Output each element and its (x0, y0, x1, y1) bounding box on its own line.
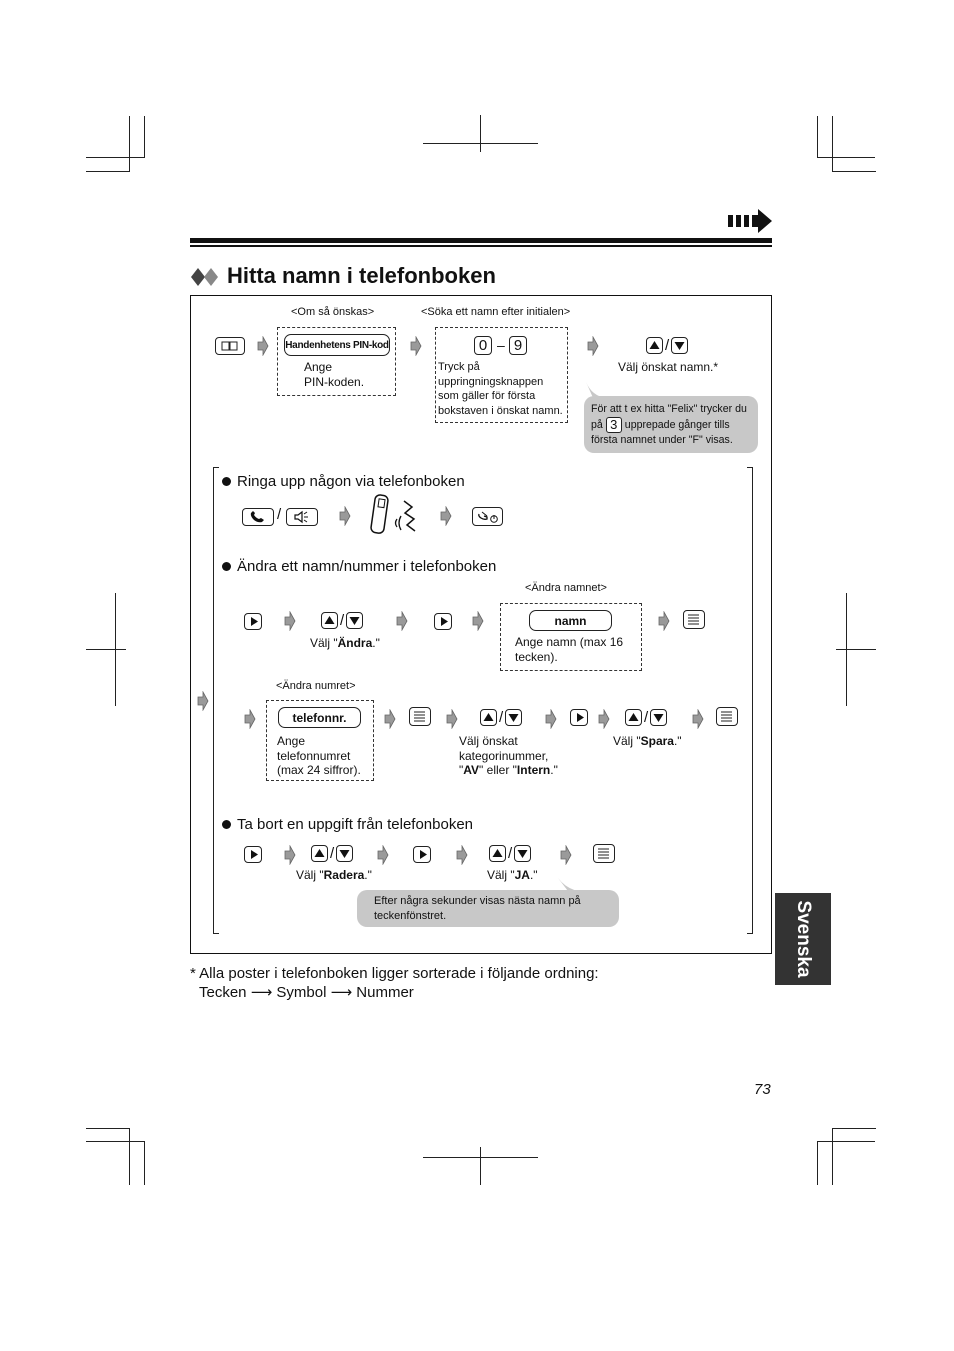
menu-key[interactable] (593, 844, 615, 863)
talk-key[interactable] (242, 508, 274, 526)
select-yes-text: Välj "JA." (487, 868, 538, 882)
navigator-up-down[interactable]: / (489, 845, 531, 862)
speaker-icon (292, 510, 312, 524)
phone-number-key[interactable]: telefonnr. (278, 707, 361, 728)
navigator-up-down[interactable]: / (625, 709, 667, 726)
flow-arrow-icon (339, 506, 351, 526)
off-key[interactable] (472, 507, 503, 526)
up-key[interactable] (646, 337, 663, 354)
right-key[interactable] (244, 613, 262, 630)
right-key[interactable] (413, 846, 431, 863)
section-call-heading: Ringa upp någon via telefonboken (222, 473, 465, 490)
search-initial-label: <Söka ett namn efter initialen> (421, 306, 571, 318)
up-icon (489, 845, 506, 862)
down-icon (336, 845, 353, 862)
navigator-up-down[interactable]: / (311, 845, 353, 862)
select-edit-text: Välj "Ändra." (310, 636, 380, 650)
flow-arrow-icon (587, 336, 599, 356)
range-dash: – (497, 337, 505, 353)
language-tab: Svenska (775, 893, 831, 985)
up-icon (646, 337, 663, 354)
right-key[interactable] (434, 613, 452, 630)
header-rule (190, 238, 772, 243)
phone-text: Ange telefonnumret (max 24 siffror). (277, 734, 361, 777)
off-power-icon (476, 510, 500, 524)
navigator-up-down[interactable]: / (646, 337, 688, 354)
flow-arrow-icon (396, 611, 408, 631)
up-key[interactable] (311, 845, 328, 862)
menu-icon (410, 708, 429, 724)
up-key[interactable] (625, 709, 642, 726)
flow-arrow-icon (257, 336, 269, 356)
down-key[interactable] (336, 845, 353, 862)
down-icon (346, 612, 363, 629)
right-icon (245, 846, 262, 863)
flow-arrow-icon (284, 845, 296, 865)
right-icon (571, 709, 588, 726)
continue-arrow-icon (728, 208, 774, 234)
hint-bubble-bottom: Efter några sekunder visas nästa namn på teckenfönstret. (357, 890, 619, 927)
flow-arrow-icon (560, 845, 572, 865)
pin-code-key[interactable]: Handenhetens PIN-kod (284, 334, 390, 356)
right-icon (245, 613, 262, 630)
up-key[interactable] (321, 612, 338, 629)
menu-key[interactable] (409, 707, 431, 726)
flow-arrow-icon (472, 611, 484, 631)
navigator-up-down[interactable]: / (321, 612, 363, 629)
up-key[interactable] (489, 845, 506, 862)
right-icon (414, 846, 431, 863)
down-key[interactable] (514, 845, 531, 862)
select-save-text: Välj "Spara." (613, 734, 682, 748)
slash-text: / (277, 506, 282, 523)
edit-number-label: <Ändra numret> (276, 680, 356, 692)
flow-arrow-icon (446, 709, 458, 729)
header-rule-thin (190, 245, 772, 247)
select-name-text: Välj önskat namn.* (618, 360, 719, 374)
up-icon (311, 845, 328, 862)
handset-talking-icon (370, 493, 420, 535)
flow-arrow-icon (377, 845, 389, 865)
flow-arrow-icon (197, 691, 209, 711)
down-icon (514, 845, 531, 862)
down-icon (505, 709, 522, 726)
flow-arrow-icon (545, 709, 557, 729)
edit-name-label: <Ändra namnet> (525, 582, 607, 594)
inner-bracket-left (213, 467, 219, 934)
talk-icon (248, 510, 268, 524)
flow-arrow-icon (440, 506, 452, 526)
up-icon (480, 709, 497, 726)
down-key[interactable] (671, 337, 688, 354)
phonebook-key[interactable] (215, 337, 245, 355)
flow-arrow-icon (598, 709, 610, 729)
category-text: Välj önskat kategorinummer, "AV" eller "Intern." (459, 734, 558, 777)
bubble-tail (584, 380, 608, 402)
hint-bubble-top: För att t ex hitta "Felix" trycker du på 3 upprepade gånger tills första namnet under "F" visas. (584, 396, 758, 453)
inner-bracket-right (747, 467, 753, 934)
down-key[interactable] (346, 612, 363, 629)
key-0[interactable]: 0 (474, 336, 492, 355)
key-9[interactable]: 9 (509, 336, 527, 355)
optional-label: <Om så önskas> (291, 306, 375, 318)
up-icon (625, 709, 642, 726)
menu-icon (594, 845, 613, 861)
flow-arrow-icon (384, 709, 396, 729)
flow-arrow-icon (658, 611, 670, 631)
navigator-up-down[interactable]: / (480, 709, 522, 726)
name-key[interactable]: namn (529, 610, 612, 631)
section-delete-heading: Ta bort en uppgift från telefonboken (222, 816, 473, 833)
flow-arrow-icon (692, 709, 704, 729)
page-number: 73 (754, 1081, 771, 1098)
right-icon (435, 613, 452, 630)
flow-arrow-icon (410, 336, 422, 356)
right-key[interactable] (570, 709, 588, 726)
flow-arrow-icon (244, 709, 256, 729)
select-delete-text: Välj "Radera." (296, 868, 372, 882)
diamonds-icon (190, 267, 220, 287)
flow-arrow-icon (456, 845, 468, 865)
down-key[interactable] (650, 709, 667, 726)
up-icon (321, 612, 338, 629)
menu-key[interactable] (716, 707, 738, 726)
menu-icon (717, 708, 736, 724)
section-edit-heading: Ändra ett namn/nummer i telefonboken (222, 558, 496, 575)
down-icon (650, 709, 667, 726)
flow-arrow-icon (284, 611, 296, 631)
up-key[interactable] (480, 709, 497, 726)
key-3: 3 (606, 417, 622, 433)
menu-icon (684, 611, 703, 627)
down-icon (671, 337, 688, 354)
page-title: Hitta namn i telefonboken (227, 263, 496, 288)
right-key[interactable] (244, 846, 262, 863)
speaker-key[interactable] (286, 508, 318, 526)
name-text: Ange namn (max 16 tecken). (515, 635, 624, 664)
footnote: * Alla poster i telefonboken ligger sorterade i följande ordning: Tecken ⟶ Symbol ⟶ Nummer (190, 965, 599, 1001)
pin-text: Ange PIN-koden. (304, 360, 365, 389)
down-key[interactable] (505, 709, 522, 726)
initial-text: Tryck på uppringningsknappen som gäller för första bokstaven i önskat namn. (438, 361, 563, 417)
phonebook-icon (221, 341, 239, 351)
menu-key[interactable] (683, 610, 705, 629)
